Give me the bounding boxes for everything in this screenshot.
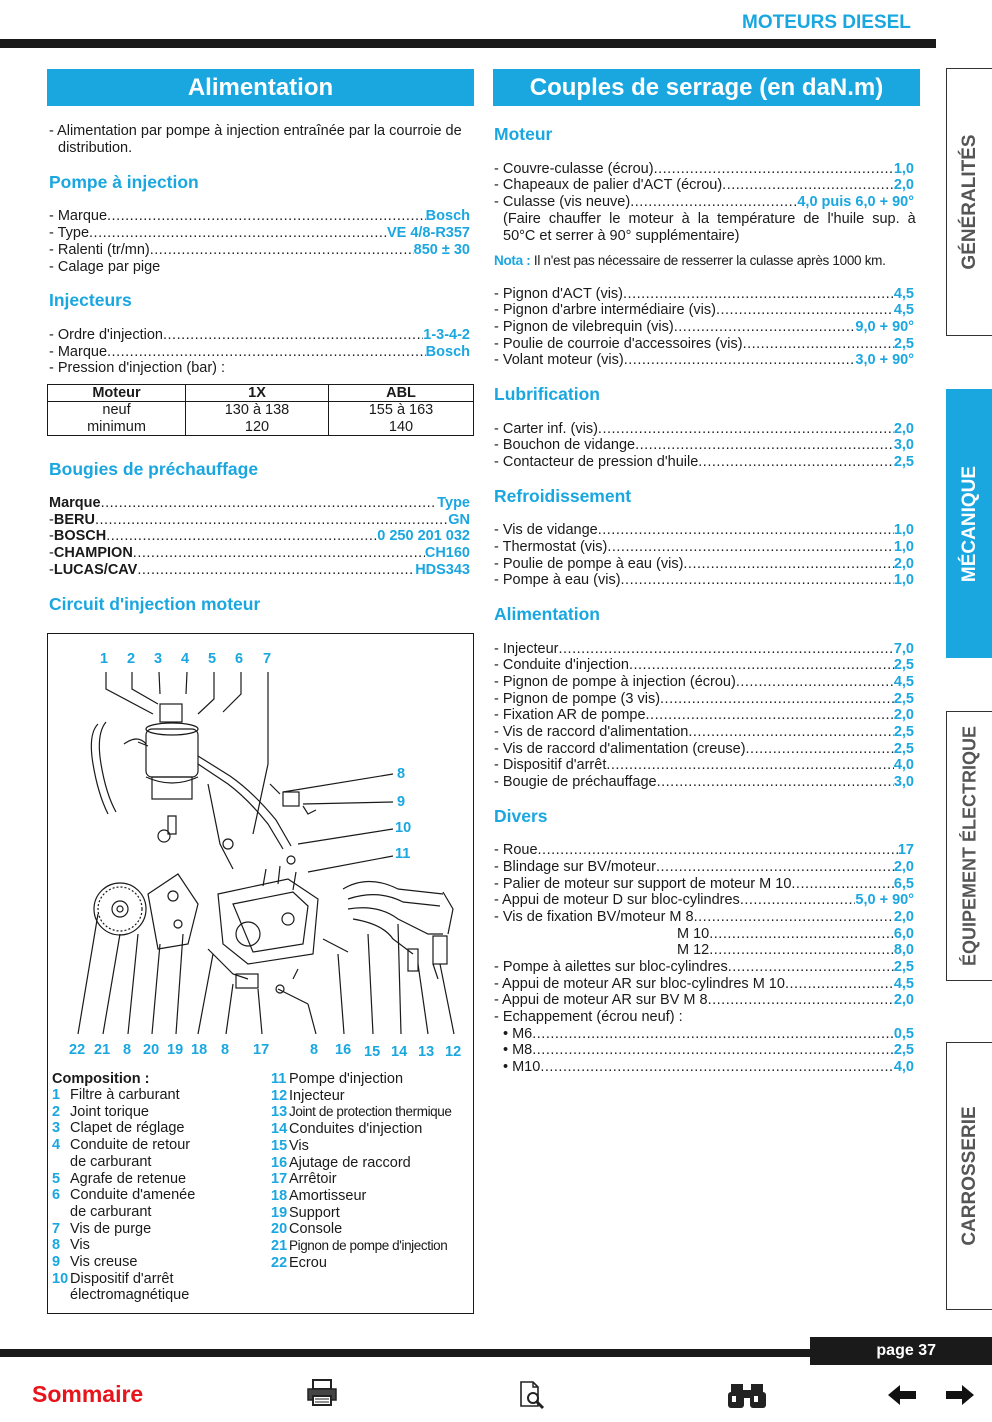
echappement: - Echappement (écrou neuf) :	[494, 1009, 683, 1025]
bougies-row-header: Marque ..... Type	[49, 495, 470, 512]
composition-text: Injecteur	[289, 1087, 345, 1104]
composition-item	[52, 1204, 195, 1221]
composition-number: 22	[271, 1254, 288, 1271]
composition-item	[52, 1171, 195, 1188]
moteur-row: - Couvre-culasse (écrou) ..... 1,0	[494, 161, 914, 178]
composition-item	[52, 1221, 195, 1238]
figure-number: 4	[181, 651, 190, 667]
composition-text: Ecrou	[289, 1254, 327, 1271]
composition-number: 12	[271, 1087, 288, 1104]
composition-number: 5	[52, 1170, 61, 1187]
composition-item	[271, 1255, 452, 1272]
composition-text: électromagnétique	[70, 1287, 190, 1304]
nota: Nota : Il n'est pas nécessaire de resserrer la culasse après 1000 km.	[494, 253, 886, 268]
composition-text: Clapet de réglage	[70, 1120, 185, 1137]
moteur-row: - Pignon d'arbre intermédiaire (vis) ..... 4,5	[494, 302, 914, 319]
culasse-note-2: 50°C et serrer à 90° supplémentaire)	[503, 228, 740, 244]
figure-number: 11	[395, 846, 411, 862]
alimentation-row: - Pignon de pompe (3 vis) ..... 2,5	[494, 691, 914, 708]
composition-number: 1	[52, 1087, 61, 1103]
composition-item	[52, 1271, 195, 1288]
footer-bar	[0, 1349, 810, 1357]
divers-row: - Appui de moteur D sur bloc-cylindres ..... 5,0 + 90°	[494, 892, 914, 909]
moteur-row: - Pignon d'ACT (vis) ..... 4,5	[494, 286, 914, 303]
composition-item	[271, 1155, 452, 1172]
composition-number: 9	[52, 1254, 61, 1271]
composition-item	[271, 1088, 452, 1105]
table-cell: neuf	[102, 402, 131, 419]
table-cell: 155 à 163	[329, 402, 474, 419]
composition-item	[271, 1171, 452, 1188]
composition-item	[52, 1120, 195, 1137]
injecteurs-row-marque: - Marque ..... Bosch	[49, 344, 470, 361]
composition-text: Conduite d'amenée	[70, 1187, 196, 1204]
alimentation-row: - Dispositif d'arrêt ..... 4,0	[494, 757, 914, 774]
alimentation-row: - Vis de raccord d'alimentation ..... 2,5	[494, 724, 914, 741]
composition-text: Conduite de retour	[70, 1137, 191, 1154]
refroidissement-row: - Thermostat (vis) ..... 1,0	[494, 539, 914, 556]
heading-divers: Divers	[494, 806, 548, 826]
composition-text: Vis	[289, 1137, 309, 1154]
refroidissement-row: - Poulie de pompe à eau (vis) ..... 2,0	[494, 556, 914, 573]
divers-row: - Appui de moteur AR sur bloc-cylindres M 10 ..... 4,5	[494, 976, 914, 993]
composition-item	[52, 1254, 195, 1271]
figure-number: 22	[69, 1042, 86, 1058]
moteur-row: - Poulie de courroie d'accessoires (vis) ..... 2,5	[494, 336, 914, 353]
composition-item	[52, 1287, 195, 1304]
composition-number: 4	[52, 1137, 61, 1154]
tab-mecanique[interactable]	[946, 389, 992, 658]
composition-text: Arrêtoir	[289, 1171, 337, 1188]
figure-number: 8	[123, 1042, 132, 1058]
sommaire-link[interactable]: Sommaire	[32, 1381, 144, 1407]
composition-number: 6	[52, 1187, 61, 1204]
injecteurs-pression: - Pression d'injection (bar) :	[49, 360, 226, 376]
tab-generalites[interactable]	[946, 68, 992, 336]
header-title: MOTEURS DIESEL	[742, 12, 911, 33]
divers-row: - Blindage sur BV/moteur ..... 2,0	[494, 859, 914, 876]
figure-number: 6	[235, 651, 244, 667]
table-cell: 130 à 138	[186, 402, 329, 419]
composition-text: Joint de protection thermique	[289, 1104, 452, 1120]
tab-carrosserie[interactable]	[946, 1042, 992, 1310]
composition-text: Ajutage de raccord	[289, 1154, 411, 1171]
tab-label: CARROSSERIE	[958, 1106, 980, 1246]
divers-row: - Roue ..... 17	[494, 842, 914, 859]
table-cell: 140	[329, 419, 474, 436]
pompe-row-ralenti: - Ralenti (tr/mn) ..... 850 ± 30	[49, 242, 470, 259]
figure-number: 19	[167, 1042, 184, 1058]
intro-line-2: distribution.	[58, 140, 133, 156]
composition-text: Joint torique	[70, 1103, 149, 1120]
tab-label: GÉNÉRALITÉS	[958, 134, 980, 270]
composition-text: Console	[289, 1221, 343, 1238]
composition-list-right	[271, 1071, 452, 1271]
table-header: 1X	[186, 385, 329, 402]
composition-number: 14	[271, 1121, 288, 1138]
bougies-row-bosch: - BOSCH ..... 0 250 201 032	[49, 528, 470, 545]
heading-pompe: Pompe à injection	[49, 172, 199, 192]
arrow-right-icon[interactable]	[944, 1383, 976, 1407]
page-number: page 37	[810, 1337, 992, 1365]
composition-number: 11	[271, 1071, 287, 1087]
composition-item	[271, 1138, 452, 1155]
figure-number: 10	[395, 820, 412, 836]
table-cell: 120	[186, 419, 329, 436]
composition-text: Conduites d'injection	[289, 1121, 423, 1138]
alimentation-row: - Vis de raccord d'alimentation (creuse) ..... 2,5	[494, 741, 914, 758]
composition-text: Vis creuse	[70, 1254, 138, 1271]
heading-circuit: Circuit d'injection moteur	[49, 594, 261, 614]
alimentation-row: - Bougie de préchauffage ..... 3,0	[494, 774, 914, 791]
composition-text: Filtre à carburant	[70, 1087, 180, 1103]
banner-couples: Couples de serrage (en daN.m)	[493, 69, 920, 106]
composition-item	[271, 1071, 452, 1088]
echappement-row: • M10 ..... 4,0	[503, 1059, 914, 1076]
figure-number: 13	[418, 1044, 435, 1060]
pompe-calage: - Calage par pige	[49, 259, 161, 275]
composition-number: 20	[271, 1221, 288, 1238]
divers-row: - Pompe à ailettes sur bloc-cylindres ..... 2,5	[494, 959, 914, 976]
figure-number: 18	[191, 1042, 208, 1058]
heading-moteur: Moteur	[494, 124, 553, 144]
composition-number: 10	[52, 1270, 69, 1287]
tab-label: ÉQUIPEMENT ÉLECTRIQUE	[959, 725, 979, 967]
composition-text: Dispositif d'arrêt	[70, 1270, 174, 1287]
bougies-row-champion: - CHAMPION ..... CH160	[49, 545, 470, 562]
divers-row: - Palier de moteur sur support de moteur M 10 ..... 6,5	[494, 876, 914, 893]
moteur-row: - Chapeaux de palier d'ACT (écrou) ..... 2,0	[494, 177, 914, 194]
moteur-row: - Culasse (vis neuve) ..... 4,0 puis 6,0 + 90°	[494, 194, 914, 211]
pression-table	[47, 384, 474, 436]
pompe-row-type: - Type ..... VE 4/8-R357	[49, 225, 470, 242]
lubrification-row: - Carter inf. (vis) ..... 2,0	[494, 421, 914, 438]
figure-number: 9	[397, 794, 406, 810]
alimentation-row: - Conduite d'injection ..... 2,5	[494, 657, 914, 674]
composition-number: 17	[271, 1171, 288, 1188]
composition-text: Pompe d'injection	[289, 1071, 404, 1087]
echappement-row: • M6 ..... 0,5	[503, 1026, 914, 1043]
heading-bougies: Bougies de préchauffage	[49, 459, 259, 479]
composition-number: 15	[271, 1137, 288, 1154]
composition-number: 19	[271, 1204, 288, 1221]
arrow-left-icon[interactable]	[886, 1383, 918, 1407]
composition-text: Vis de purge	[70, 1220, 152, 1237]
composition-list-left	[52, 1087, 195, 1304]
divers-row-m12: M 12 ..... 8,0	[677, 942, 914, 959]
figure-number: 5	[208, 651, 217, 667]
composition-number: 8	[52, 1237, 61, 1254]
refroidissement-row: - Pompe à eau (vis) ..... 1,0	[494, 572, 914, 589]
composition-item	[271, 1221, 452, 1238]
intro-line-1: - Alimentation par pompe à injection entraînée par la courroie de	[49, 123, 462, 139]
composition-text: de carburant	[70, 1203, 152, 1220]
refroidissement-row: - Vis de vidange ..... 1,0	[494, 522, 914, 539]
composition-title: Composition :	[52, 1071, 150, 1087]
heading-refroidissement: Refroidissement	[494, 486, 632, 506]
figure-number: 15	[364, 1044, 381, 1060]
composition-item	[271, 1205, 452, 1222]
figure-number: 20	[143, 1042, 160, 1058]
table-header: Moteur	[48, 385, 186, 402]
bougies-row-lucas: - LUCAS/CAV ..... HDS343	[49, 562, 470, 579]
figure-number: 3	[154, 651, 163, 667]
composition-number: 3	[52, 1120, 61, 1137]
heading-lubrification: Lubrification	[494, 384, 600, 404]
composition-number: 7	[52, 1220, 61, 1237]
pompe-row-marque: - Marque ..... Bosch	[49, 208, 470, 225]
composition-item	[271, 1121, 452, 1138]
table-header: ABL	[329, 385, 474, 402]
echappement-row: • M8 ..... 2,5	[503, 1042, 914, 1059]
alimentation-row: - Fixation AR de pompe ..... 2,0	[494, 707, 914, 724]
composition-item	[52, 1187, 195, 1204]
injection-circuit-drawing	[48, 634, 472, 1044]
divers-row: - Vis de fixation BV/moteur M 8 ..... 2,0	[494, 909, 914, 926]
composition-item	[52, 1154, 195, 1171]
figure-number: 16	[335, 1042, 352, 1058]
injecteurs-row-ordre: - Ordre d'injection ..... 1-3-4-2	[49, 327, 470, 344]
figure-number: 8	[221, 1042, 230, 1058]
divers-row: - Appui de moteur AR sur BV M 8 ..... 2,0	[494, 992, 914, 1009]
tab-label: MÉCANIQUE	[958, 465, 980, 582]
composition-text: Agrafe de retenue	[70, 1170, 187, 1187]
figure-number: 7	[263, 651, 272, 667]
binoculars-icon[interactable]	[727, 1380, 767, 1410]
composition-item	[271, 1104, 452, 1121]
figure-number: 8	[397, 766, 406, 782]
figure-number: 17	[253, 1042, 270, 1058]
figure-number: 1	[100, 651, 109, 667]
composition-number: 2	[52, 1103, 61, 1120]
moteur-row: - Volant moteur (vis) ..... 3,0 + 90°	[494, 352, 914, 369]
figure-number: 21	[94, 1042, 111, 1058]
divers-row-m10: M 10 ..... 6,0	[677, 926, 914, 943]
header-bar	[0, 39, 936, 48]
printer-icon[interactable]	[305, 1378, 339, 1408]
lubrification-row: - Bouchon de vidange ..... 3,0	[494, 437, 914, 454]
figure-number: 14	[391, 1044, 408, 1060]
composition-item	[271, 1188, 452, 1205]
composition-text: Pignon de pompe d'injection	[289, 1238, 448, 1254]
composition-number: 16	[271, 1154, 288, 1171]
alimentation-row: - Pignon de pompe à injection (écrou) ..... 4,5	[494, 674, 914, 691]
culasse-note-1: (Faire chauffer le moteur à la température de l'huile sup. à	[503, 211, 916, 227]
banner-alimentation: Alimentation	[47, 69, 474, 106]
heading-injecteurs: Injecteurs	[49, 290, 132, 310]
page-search-icon[interactable]	[518, 1380, 546, 1410]
figure-number: 8	[310, 1042, 319, 1058]
composition-number: 18	[271, 1187, 288, 1204]
alimentation-row: - Injecteur ..... 7,0	[494, 641, 914, 658]
composition-text: Vis	[70, 1237, 90, 1254]
composition-text: de carburant	[70, 1153, 152, 1170]
figure-number: 12	[445, 1044, 462, 1060]
table-cell: minimum	[87, 418, 146, 435]
lubrification-row: - Contacteur de pression d'huile ..... 2,5	[494, 454, 914, 471]
tab-equipement-electrique[interactable]	[946, 711, 992, 981]
composition-item	[52, 1237, 195, 1254]
bougies-row-beru: - BERU ..... GN	[49, 512, 470, 529]
composition-item	[271, 1238, 452, 1255]
composition-item	[52, 1137, 195, 1154]
composition-text: Support	[289, 1204, 340, 1221]
figure-number: 2	[127, 651, 136, 667]
composition-number: 13	[271, 1104, 288, 1121]
composition-item	[52, 1087, 195, 1104]
composition-text: Amortisseur	[289, 1187, 367, 1204]
heading-alimentation-couples: Alimentation	[494, 604, 600, 624]
circuit-figure	[47, 633, 474, 1314]
composition-number: 21	[271, 1238, 288, 1255]
composition-item	[52, 1104, 195, 1121]
moteur-row: - Pignon de vilebrequin (vis) ..... 9,0 + 90°	[494, 319, 914, 336]
